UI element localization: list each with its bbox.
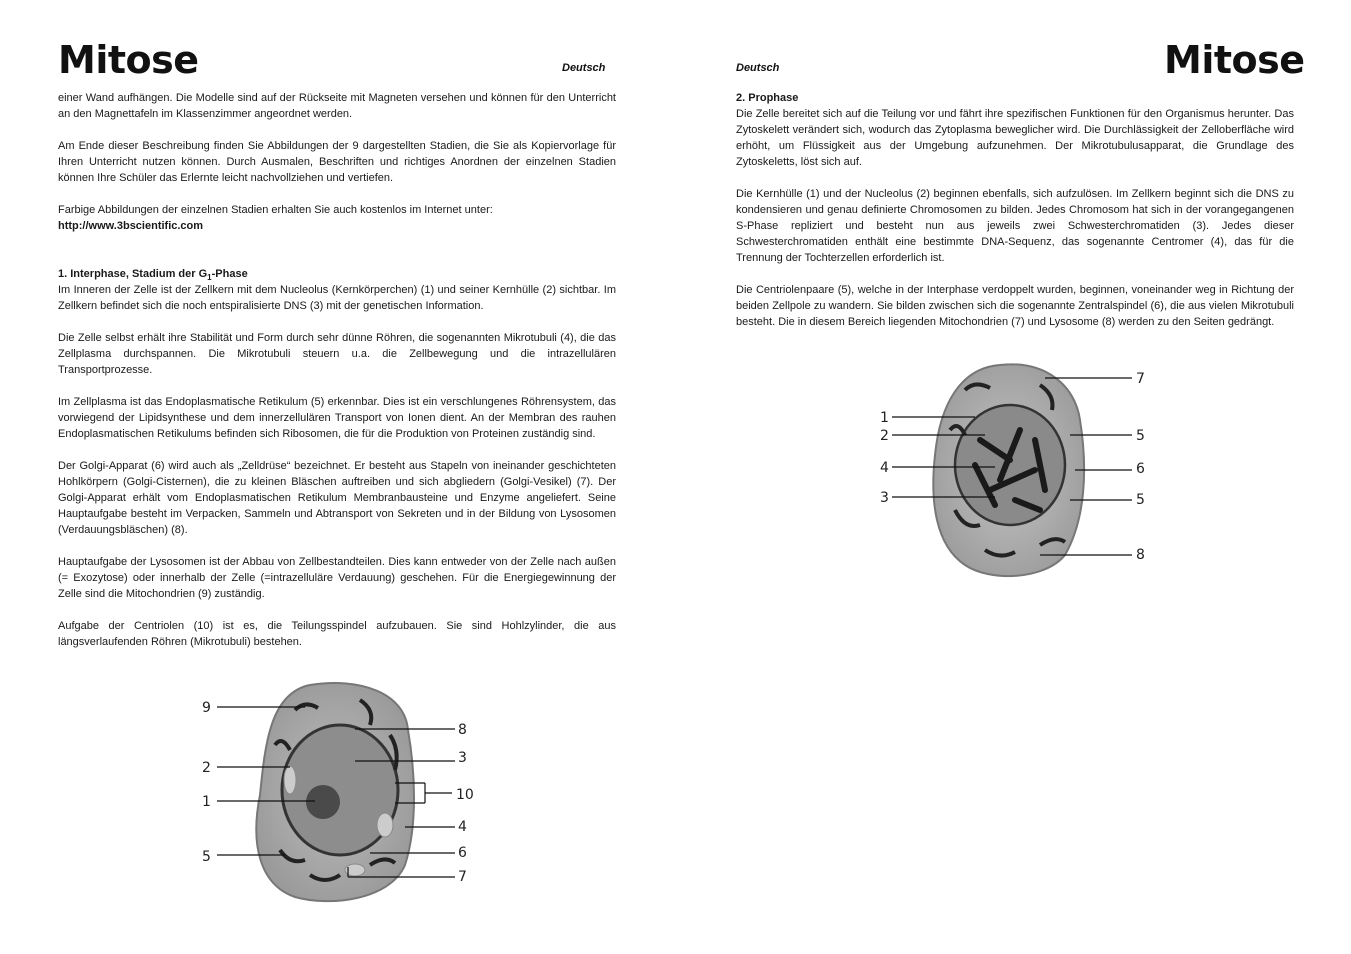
figure-label: 2 (202, 760, 211, 776)
figure-label: 5 (1136, 492, 1145, 508)
paragraph: Der Golgi-Apparat (6) wird auch als „Zelldrüse“ bezeichnet. Er besteht aus Stapeln von ineinander geschichteten Hohlkörpern (Golgi-Cisternen), die zu kleinen Bläschen auftreiben und sich abgliedern (Golgi-Vesikel) (7). Der Golgi-Apparat erhält vom Endoplasmatischen Retikulum Membranbausteine und Enzyme angeliefert. Seine Hauptaufgabe besteht im Verpacken, Sammeln und Abtransport von Sekreten und in der Bildung von Lysosomen (Verdauungsbläschen) (8). (58, 460, 616, 536)
figure-label: 5 (1136, 428, 1145, 444)
section-heading-interphase: 1. Interphase, Stadium der $G_1$-Phase (58, 268, 248, 283)
website-url: http://www.3bscientific.com (58, 220, 204, 232)
paragraph: Im Zellplasma ist das Endoplasmatische Retikulum (5) erkennbar. Dies ist ein verschlungenes Röhrensystem, das vorwiegend der Lipidsynthese und dem innerzellulären Transport von Ionen dient. An der Membran des rauhen Endoplasmatischen Retikulums befinden sich Ribosomen, die für die Produktion von Proteinen zuständig sind. (58, 396, 616, 440)
figure-label: 6 (458, 845, 467, 861)
figure-label: 1 (202, 794, 211, 810)
paragraph: einer Wand aufhängen. Die Modelle sind auf der Rückseite mit Magneten versehen und können für den Unterricht an den Magnettafeln im Klassenzimmer angeordnet werden. (58, 92, 616, 120)
figure-label: 10 (456, 787, 474, 803)
page-title: Mitose (1164, 38, 1305, 82)
paragraph: Am Ende dieser Beschreibung finden Sie Abbildungen der 9 dargestellten Stadien, die Sie als Kopiervorlage für Ihren Unterricht nutzen können. Durch Ausmalen, Beschriften und richtiges Anordnen der einzelnen Stadien können Ihre Schüler das Erlernte leicht nachvollziehen und vertiefen. (58, 140, 616, 184)
figure-label: 7 (1136, 371, 1145, 387)
paragraph: Farbige Abbildungen der einzelnen Stadien erhalten Sie auch kostenlos im Internet unter: (58, 204, 493, 216)
paragraph: Im Inneren der Zelle ist der Zellkern mit dem Nucleolus (Kernkörperchen) (1) und seiner Kernhülle (2) sichtbar. Im Zellkern befindet sich die noch entspiralisierte DNS (3) mit der genetischen Information. (58, 284, 616, 312)
figure-label: 4 (458, 819, 467, 835)
right-body-text (736, 90, 1294, 346)
figure-label: 4 (880, 460, 889, 476)
paragraph: Die Zelle selbst erhält ihre Stabilität und Form durch sehr dünne Röhren, die sogenannten Mikrotubuli (4), die das Zellplasma durchspannen. Die Mikrotubuli steuern u.a. die Zellbewegung und die intrazellulären Transportprozesse. (58, 332, 616, 376)
paragraph: Die Centriolenpaare (5), welche in der Interphase verdoppelt wurden, beginnen, voneinander weg in Richtung der beiden Zellpole zu wandern. Sie bilden zwischen sich die sogenannte Zentralspindel (6), die aus vielen Mikrotubuli besteht. Die in diesem Bereich liegenden Mitochondrien (7) und Lysosome (8) werden zu den Seiten gedrängt. (736, 284, 1294, 328)
paragraph: Hauptaufgabe der Lysosomen ist der Abbau von Zellbestandteilen. Dies kann entweder von der Zelle nach außen (= Exozytose) oder innerhalb der Zelle (=intrazelluläre Verdauung) geschehen. Für die Energiegewinnung der Zelle sind die Mitochondrien (9) zuständig. (58, 556, 616, 600)
language-label: Deutsch (736, 62, 780, 74)
figure-label: 8 (1136, 547, 1145, 563)
paragraph: Aufgabe der Centriolen (10) ist es, die Teilungsspindel aufzubauen. Sie sind Hohlzylinder, die aus längsverlaufenden Röhren (Mikrotubuli) bestehen. (58, 620, 616, 648)
figure-label: 7 (458, 869, 467, 885)
figure-label: 3 (880, 490, 889, 506)
interphase-cell-diagram (190, 675, 490, 910)
page-title: Mitose (58, 38, 199, 82)
figure-label: 1 (880, 410, 889, 426)
figure-label: 6 (1136, 461, 1145, 477)
left-body-text (58, 90, 616, 666)
figure-label: 2 (880, 428, 889, 444)
figure-label: 3 (458, 750, 467, 766)
section-heading-prophase: 2. Prophase (736, 92, 799, 104)
paragraph: Die Zelle bereitet sich auf die Teilung vor und fährt ihre spezifischen Funktionen für den Organismus herunter. Das Zytoskelett verändert sich, wodurch das Zytoplasma beweglicher wird. Die Durchlässigkeit der Zelloberfläche wird erhöht, um Flüssigkeit aus der Umgebung aufzunehmen. Der Mikrotubulusapparat, die Grundlage des Zytoskeletts, löst sich auf. (736, 108, 1294, 168)
prophase-cell-diagram (870, 360, 1160, 585)
figure-label: 8 (458, 722, 467, 738)
paragraph: Die Kernhülle (1) und der Nucleolus (2) beginnen ebenfalls, sich aufzulösen. Im Zellkern beginnt sich die DNS zu kondensieren und genau definierte Chromosomen zu bilden. Jedes Chromosom hat sich in der vorangegangenen S-Phase repliziert und besteht nun aus jeweils zwei Schwesterchromatiden (3). Jedes dieser Schwesterchromatiden enthält eine bestimmte DNA-Sequenz, das sogenannte Centromer (4), das für die Trennung der Tochterzellen erforderlich ist. (736, 188, 1294, 264)
figure-label: 9 (202, 700, 211, 716)
language-label: Deutsch (562, 62, 606, 74)
figure-label: 5 (202, 849, 211, 865)
